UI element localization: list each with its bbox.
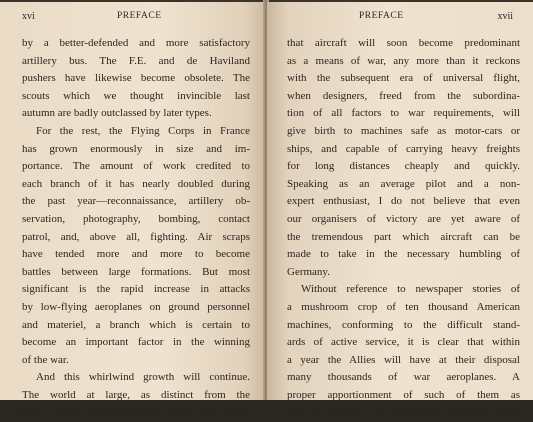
text-line: by a better-defended and more satisfactory — [22, 37, 250, 49]
text-line: scouts which we thought invincible last — [22, 89, 250, 102]
text-line: when designers, freed from the subordina- — [287, 89, 520, 102]
text-line: can be spared for offensive purposes could — [287, 406, 520, 419]
text-line: autumn are badly outclassed by later types. — [22, 107, 212, 120]
left-page-body — [22, 35, 250, 422]
text-line: expert enthusiast, I do not believe that even — [287, 195, 520, 208]
text-line: Germany. — [287, 265, 330, 278]
text-line: small world of aeronautics, does not realise — [22, 406, 250, 419]
running-head-right: PREFACE — [359, 11, 404, 21]
text-line: with the subsequent era of universal flight, — [287, 72, 520, 85]
text-line: battles between large formations. But most — [22, 265, 250, 278]
text-line: for long distances cheaply and quickly. — [287, 160, 520, 173]
text-line: portance. The amount of work credited to — [22, 160, 250, 173]
right-page-body — [287, 35, 520, 422]
text-line: give birth to machines safe as motor-cars or — [287, 124, 520, 137]
right-page — [267, 2, 533, 419]
page-number-right: xvii — [497, 11, 513, 22]
text-line: For the rest, the Flying Corps in France — [36, 124, 250, 137]
text-line: and materiel, a branch which is certain to — [22, 318, 250, 331]
text-line: as a means of war, any more than it reckons — [287, 54, 520, 67]
text-line: a year the Allies will have at their disposal — [287, 353, 520, 366]
text-line: machines, conforming to the difficult stand- — [287, 318, 520, 331]
text-line: The world at large, as distinct from the — [22, 388, 250, 401]
text-line: that aircraft will soon become predominant — [287, 37, 520, 49]
text-line: made to take in the necessary humbling of — [287, 248, 520, 261]
text-line: proper apportionment of such of them as — [287, 388, 520, 401]
text-line: Without reference to newspaper stories of — [301, 283, 520, 296]
text-line: ards of active service, it is clear that within — [287, 336, 520, 349]
text-line: the past year—reconnaissance, artillery ob- — [22, 195, 250, 208]
text-line: the tremendous part which aircraft can be — [287, 230, 520, 243]
text-line: our organisers of victory are yet aware of — [287, 212, 520, 225]
text-line: by low-flying aeroplanes on ground personnel — [22, 300, 250, 313]
text-line: servation, photography, bombing, contact — [22, 212, 250, 225]
text-line: significant is the rapid increase in attacks — [22, 283, 250, 296]
text-line: pushers have likewise become obsolete. The — [22, 72, 250, 85]
text-line: Speaking as an average pilot and a non- — [287, 177, 520, 190]
text-line: patrol, and, above all, fighting. Air scraps — [22, 230, 250, 243]
text-line: have tended more and more to become — [22, 248, 250, 261]
text-line: a mushroom crop of ten thousand American — [287, 300, 520, 313]
text-line: artillery bus. The F.E. and de Haviland — [22, 54, 250, 67]
text-line: each branch of it has nearly doubled during — [22, 177, 250, 190]
text-line: many thousands of war aeroplanes. A — [287, 371, 520, 384]
running-head-left: PREFACE — [117, 11, 162, 21]
text-line: And this whirlwind growth will continue. — [36, 371, 250, 384]
text-line: ships, and capable of carrying heavy freights — [287, 142, 520, 155]
text-line: of the war. — [22, 353, 69, 366]
text-line: tion of all factors to war requirements, will — [287, 107, 520, 120]
left-page — [0, 2, 265, 419]
page-number-left: xvi — [22, 11, 35, 22]
text-line: has grown enormously in size and im- — [22, 142, 250, 155]
text-line: become an important factor in the winning — [22, 336, 250, 349]
